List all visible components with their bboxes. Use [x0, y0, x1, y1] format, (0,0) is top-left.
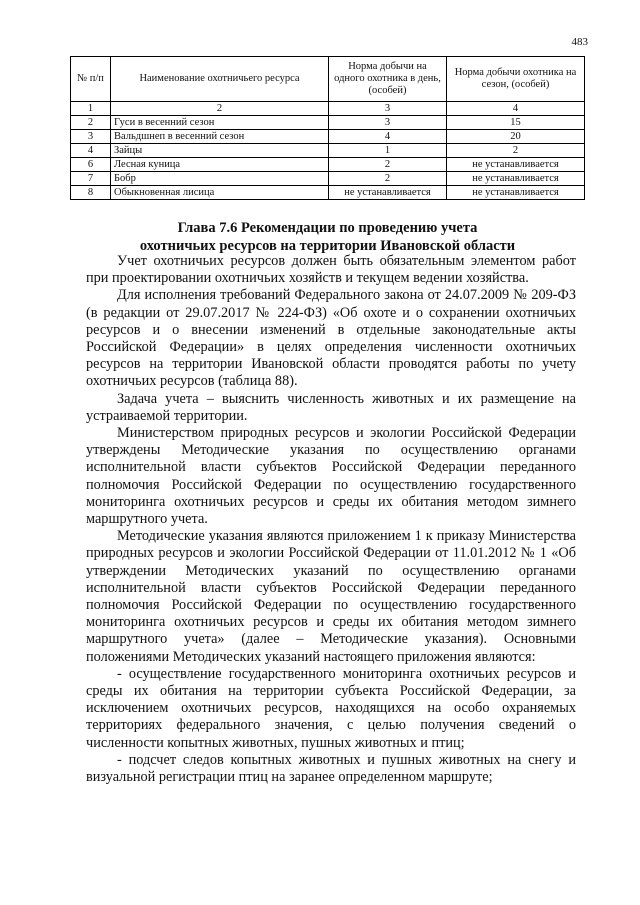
cell-name: Гуси в весенний сезон — [111, 116, 329, 130]
hunting-quota-table — [70, 56, 585, 200]
chapter-heading — [70, 220, 585, 255]
bullet-paragraph: - осуществление государственного мониторинга охотничьих ресурсов и среды их обитания на территории субъекта Российской Федерации, за исключением охотничьих ресурсов, находящихся на особо охраняемых территориях федерального значения, с целью получения сведений о численности копытных животных, пушных животных и птиц; — [86, 665, 576, 751]
table-row — [71, 130, 585, 144]
cell-per-day: 4 — [329, 130, 447, 144]
cell-num: 2 — [71, 116, 111, 130]
cell-per-day: 3 — [329, 116, 447, 130]
cell-per-season: 20 — [447, 130, 585, 144]
cell-per-season: 4 — [447, 102, 585, 116]
cell-name: Лесная куница — [111, 158, 329, 172]
cell-name: Зайцы — [111, 144, 329, 158]
bullet-paragraph: - подсчет следов копытных животных и пушных животных на снегу и визуальной регистрации птиц на заранее определенном маршруте; — [86, 751, 576, 786]
cell-num: 4 — [71, 144, 111, 158]
paragraph: Учет охотничьих ресурсов должен быть обязательным элементом работ при проектировании охотничьих хозяйств и текущем ведении хозяйства. — [86, 253, 576, 287]
paragraph: Для исполнения требований Федерального закона от 24.07.2009 № 209-ФЗ (в редакции от 29.07.2017 № 224-ФЗ) «Об охоте и о сохранении охотничьих ресурсов и о внесении изменений в отдельные законодательные акты Российской Федерации» в целях определения численности охотничьих ресурсов на территории Ивановской области проводятся работы по учету охотничьих ресурсов (таблица 88). — [86, 287, 576, 390]
cell-per-day: 3 — [329, 102, 447, 116]
cell-num: 6 — [71, 158, 111, 172]
cell-num: 1 — [71, 102, 111, 116]
chapter-title-line-2: охотничьих ресурсов на территории Ивановской области — [139, 237, 516, 254]
header-daily-quota: Норма добычи на одного охотника в день, (особей) — [329, 57, 447, 102]
cell-name: Вальдшнеп в весенний сезон — [111, 130, 329, 144]
cell-per-season: 2 — [447, 144, 585, 158]
header-resource-name: Наименование охотничьего ресурса — [111, 57, 329, 102]
cell-per-day: 2 — [329, 172, 447, 186]
cell-name: Бобр — [111, 172, 329, 186]
table-header-row — [71, 57, 585, 102]
cell-per-day: 2 — [329, 158, 447, 172]
cell-name: 2 — [111, 102, 329, 116]
table-row — [71, 102, 585, 116]
table-row — [71, 186, 585, 200]
paragraph: Методические указания являются приложением 1 к приказу Министерства природных ресурсов и экологии Российской Федерации от 11.01.2012 № 1 «Об утверждении Методических указаний по осуществлению органами исполнительной власти субъектов Российской Федерации переданного полномочия Российской Федерации по осуществлению государственного мониторинга охотничьих ресурсов и среды их обитания методом зимнего маршрутного учета» (далее – Методические указания). Основными положениями Методических указаний настоящего приложения являются: — [86, 528, 576, 665]
table-row — [71, 144, 585, 158]
page-number: 483 — [571, 36, 588, 48]
header-season-quota: Норма добычи охотника на сезон, (особей) — [447, 57, 585, 102]
cell-num: 7 — [71, 172, 111, 186]
cell-per-day: 1 — [329, 144, 447, 158]
table-row — [71, 172, 585, 186]
cell-per-season: не устанавливается — [447, 172, 585, 186]
paragraph: Задача учета – выяснить численность животных и их размещение на устраиваемой территории. — [86, 390, 576, 424]
table-row — [71, 116, 585, 130]
cell-per-season: не устанавливается — [447, 186, 585, 200]
paragraph: Министерством природных ресурсов и экологии Российской Федерации утверждены Методические указания по осуществлению органами исполнительной власти субъектов Российской Федерации переданного полномочия Российской Федерации по осуществлению государственного мониторинга охотничьих ресурсов и среды их обитания методом зимнего маршрутного учета. — [86, 425, 576, 528]
cell-name: Обыкновенная лисица — [111, 186, 329, 200]
cell-per-day: не устанавливается — [329, 186, 447, 200]
chapter-title-line-1: Глава 7.6 Рекомендации по проведению учета — [177, 220, 478, 236]
cell-per-season: 15 — [447, 116, 585, 130]
body-text — [86, 253, 576, 786]
cell-per-season: не устанавливается — [447, 158, 585, 172]
cell-num: 8 — [71, 186, 111, 200]
cell-num: 3 — [71, 130, 111, 144]
header-num: № п/п — [71, 57, 111, 102]
table-row — [71, 158, 585, 172]
